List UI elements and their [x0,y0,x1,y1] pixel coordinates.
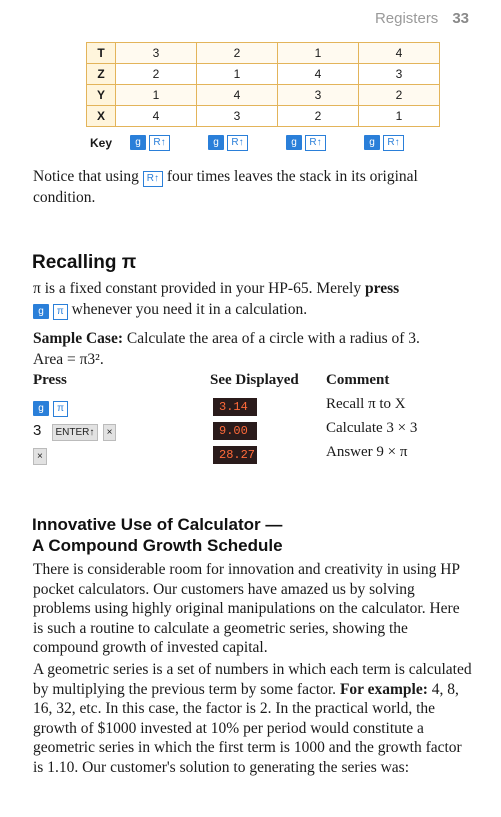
key-row [90,134,420,152]
register-value: 2 [197,43,278,64]
p2-text-b: 4, 8, 16, 32, etc. In this case, the factor is 2. In the practical world, the growth of $1000 invested at 10% per period would constitute a geometric series in which the first term is 1000 and the growth factor is 1.10. Our customer's solution to generating the series was: [33,680,462,776]
register-value: 1 [197,64,278,85]
display-step-1 [213,398,257,416]
display-value: 9.00 [213,422,257,440]
register-value: 1 [359,106,440,127]
press-step-1 [33,398,68,417]
bold-press: press [364,280,400,297]
notice-paragraph [33,166,473,208]
key-label: Key [90,136,113,150]
display-header: See Displayed [210,372,299,388]
enter-key: ENTER↑ [52,424,99,441]
page-header [375,10,469,27]
roll-up-key: R↑ [305,135,325,151]
register-value: 4 [278,64,359,85]
comment-step-1: Recall π to X [326,396,406,412]
innovative-paragraph-1: There is considerable room for innovation and creativity in using HP pocket calculators. Our customers have amazed us by solving problems using highly original manipulations on the calculator. Here is such a routine to calculate a geometric series, showing the compound growth of invested capital. [33,561,460,656]
register-value: 3 [278,85,359,106]
roll-up-key: R↑ [383,135,403,151]
display-value: 3.14 [213,398,257,416]
pi-key: π [53,304,68,320]
register-value: 3 [197,106,278,127]
roll-up-key: R↑ [143,171,163,187]
multiply-key: × [103,424,117,441]
notice-text-post: four times leaves the stack in its original condition. [33,168,418,206]
g-key: g [286,135,302,150]
stack-row [87,64,440,85]
register-label: X [87,106,116,127]
key-pair-1 [130,134,170,151]
press-header: Press [33,372,67,388]
press-step-2 [33,422,116,441]
multiply-key: × [33,448,47,465]
heading-line-2: A Compound Growth Schedule [32,536,283,555]
section-title: Registers [374,10,439,27]
g-key: g [364,135,380,150]
register-value: 2 [116,64,197,85]
register-value: 4 [116,106,197,127]
g-key: g [33,304,49,319]
register-value: 3 [116,43,197,64]
register-value: 2 [359,85,440,106]
recalling-text: π is a fixed constant provided in your HP-65. Merely [33,280,362,297]
register-label: Y [87,85,116,106]
register-label: Z [87,64,116,85]
p2-bold: For example: [339,680,428,698]
comment-header: Comment [326,372,390,388]
recalling-text-2: whenever you need it in a calculation. [71,301,308,318]
sample-case [33,328,473,370]
stack-row [87,85,440,106]
register-value: 3 [359,64,440,85]
key-pair-3 [286,134,326,151]
sample-case-label: Sample Case: [33,330,123,347]
key-pair-4 [364,134,404,151]
roll-up-key: R↑ [149,135,169,151]
innovative-paragraph-2 [33,660,473,777]
g-key: g [130,135,146,150]
notice-text-pre: Notice that using [33,168,139,185]
register-value: 1 [278,43,359,64]
register-value: 4 [359,43,440,64]
key-pair-2 [208,134,248,151]
display-value: 28.27 [213,446,257,464]
register-value: 1 [116,85,197,106]
comment-step-3: Answer 9 × π [326,444,408,460]
stack-row [87,106,440,127]
p2-text-a: A geometric series is a set of numbers in which each term is calculated by multiplying the previous term by some factor. [33,661,472,698]
section-heading-recalling-pi: Recalling π [32,252,137,273]
section-heading-innovative [32,514,283,556]
pi-key: π [53,401,68,417]
display-step-3 [213,446,257,464]
display-step-2 [213,422,257,440]
heading-line-1: Innovative Use of Calculator — [32,515,283,534]
digit-3: 3 [33,422,42,439]
register-label: T [87,43,116,64]
page-number: 33 [452,10,469,27]
g-key: g [33,401,49,416]
press-step-3 [33,446,47,465]
recalling-paragraph [33,278,473,320]
area-formula: Area = π3². [33,351,104,368]
comment-step-2: Calculate 3 × 3 [326,420,418,436]
stack-row [87,43,440,64]
roll-up-key: R↑ [227,135,247,151]
g-key: g [208,135,224,150]
sample-case-text: Calculate the area of a circle with a radius of 3. [126,330,420,347]
register-value: 4 [197,85,278,106]
stack-table [86,42,440,127]
register-value: 2 [278,106,359,127]
